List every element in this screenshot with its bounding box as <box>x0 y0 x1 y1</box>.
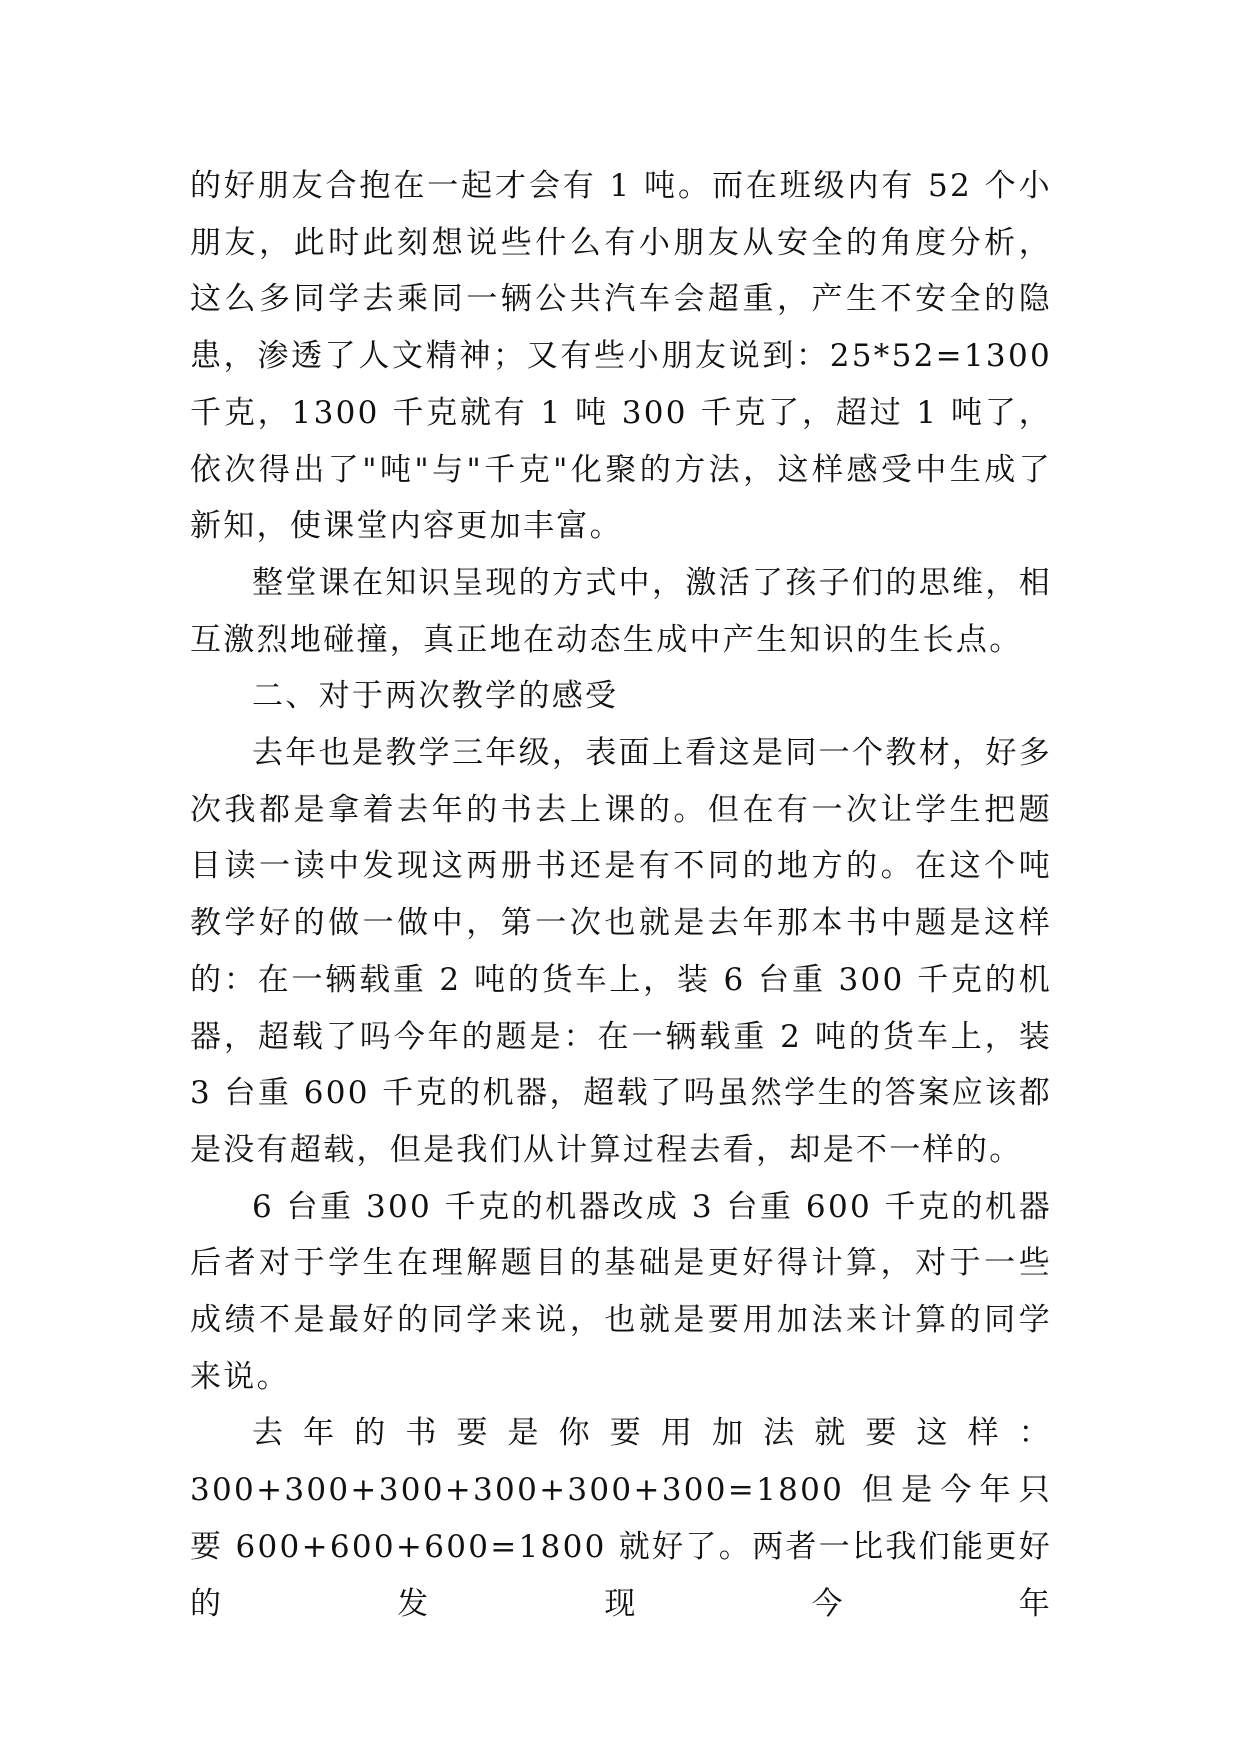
paragraph-addition: 去年的书要是你要用加法就要这样：300+300+300+300+300+300=1800 但是今年只要 600+600+600=1800 就好了。两者一比我们能更好的发现今年 <box>190 1415 1052 1622</box>
paragraph-machines: 6 台重 300 千克的机器改成 3 台重 600 千克的机器后者对于学生在理解题目的基础是更好得计算，对于一些成绩不是最好的同学来说，也就是要用加法来计算的同学来说。 <box>190 1188 1052 1395</box>
paragraph-summary: 整堂课在知识呈现的方式中，激活了孩子们的思维，相互激烈地碰撞，真正地在动态生成中产生知识的生长点。 <box>190 564 1052 658</box>
document-body <box>190 158 1052 1632</box>
paragraph-continuation: 的好朋友合抱在一起才会有 1 吨。而在班级内有 52 个小朋友，此时此刻想说些什么有小朋友从安全的角度分析，这么多同学去乘同一辆公共汽车会超重，产生不安全的隐患，渗透了人文精神；又有些小朋友说到：25*52=1300 千克，1300 千克就有 1 吨 300 千克了，超过 1 吨了，依次得出了"吨"与"千克"化聚的方法，这样感受中生成了新知，使课堂内容更加丰富。 <box>190 168 1052 545</box>
paragraph-comparison: 去年也是教学三年级，表面上看这是同一个教材，好多次我都是拿着去年的书去上课的。但在有一次让学生把题目读一读中发现这两册书还是有不同的地方的。在这个吨教学好的做一做中，第一次也就是去年那本书中题是这样的：在一辆载重 2 吨的货车上，装 6 台重 300 千克的机器，超载了吗今年的题是：在一辆载重 2 吨的货车上，装 3 台重 600 千克的机器，超载了吗虽然学生的答案应该都是没有超载，但是我们从计算过程去看，却是不一样的。 <box>190 735 1052 1168</box>
section-heading: 二、对于两次教学的感受 <box>252 678 619 715</box>
